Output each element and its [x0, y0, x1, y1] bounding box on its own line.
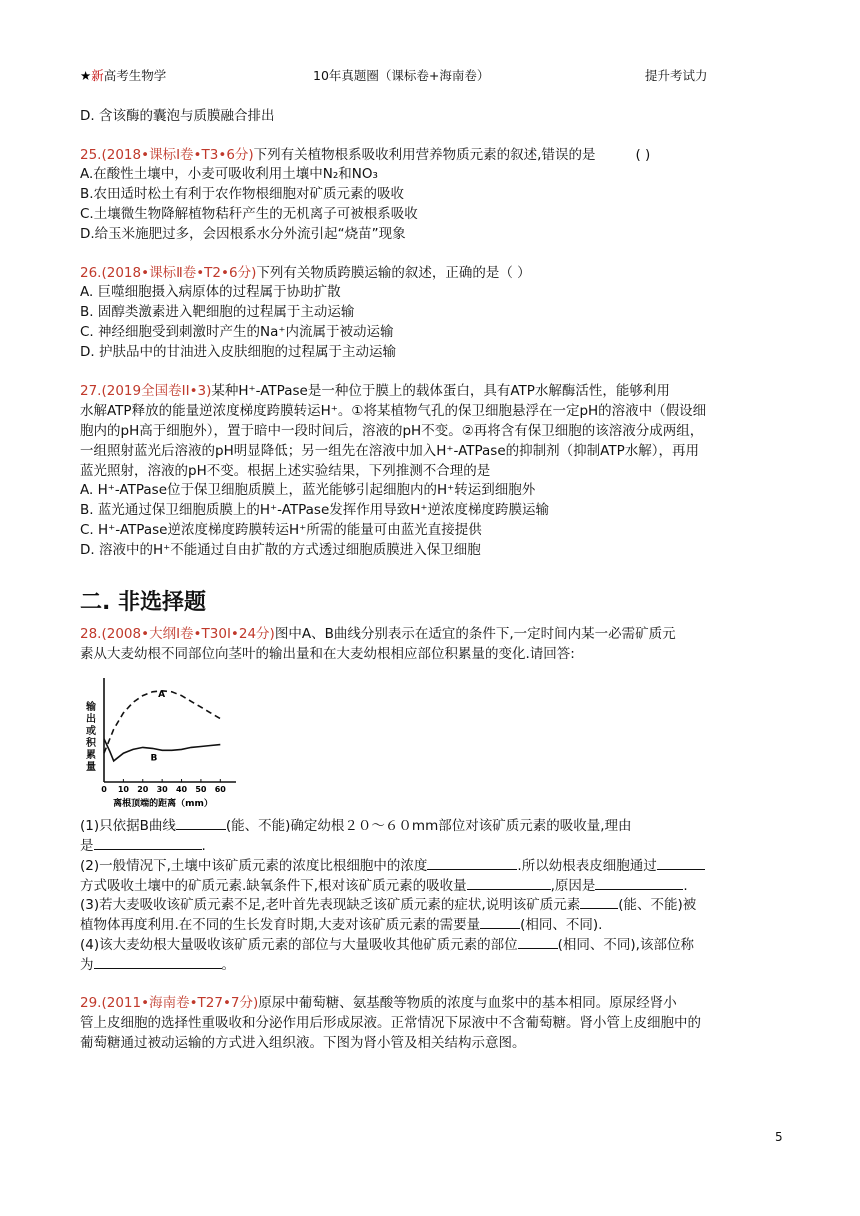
q28-part-1-cont: 是 .	[80, 835, 206, 856]
blank[interactable]	[657, 855, 705, 870]
q25-option-d: D.给玉米施肥过多，会因根系水分外流引起“烧苗”现象	[80, 226, 406, 242]
q28-part-1: (1)只依据B曲线 (能、不能)确定幼根２０～６０mm部位对该矿质元素的吸收量,理由	[80, 815, 632, 836]
q28-stem-2: 素从大麦幼根不同部位向茎叶的输出量和在大麦幼根相应部位积累量的变化.请回答:	[80, 646, 575, 662]
page-number: 5	[775, 1130, 783, 1144]
q26-option-b: B. 固醇类激素进入靶细胞的过程属于主动运输	[80, 304, 355, 320]
q27-stem-5: 蓝光照射，溶液的pH不变。根据上述实验结果，下列推测不合理的是	[80, 463, 491, 479]
prev-option-d: D. 含该酶的囊泡与质膜融合排出	[80, 108, 275, 124]
header-left: ★新高考生物学	[80, 68, 167, 83]
blank[interactable]	[518, 934, 558, 949]
q28-part-4: (4)该大麦幼根大量吸收该矿质元素的部位与大量吸收其他矿质元素的部位 (相同、不同),该部位称	[80, 934, 694, 955]
series-A-line	[104, 691, 220, 753]
star-icon: ★	[80, 68, 92, 83]
blank[interactable]	[427, 855, 517, 870]
q27-stem-4: 一组照射蓝光后溶液的pH明显降低；另一组先在溶液中加入H⁺-ATPase的抑制剂（抑制ATP水解），再用	[80, 443, 699, 459]
series-A-label: A	[158, 689, 166, 700]
q28-part-3: (3)若大麦吸收该矿质元素不足,老叶首先表现缺乏该矿质元素的症状,说明该矿质元素 (能、不能)被	[80, 894, 696, 915]
header-middle: 10年真题圈（课标卷+海南卷）	[313, 68, 490, 83]
q27-stem-1: 27.(2019全国卷II•3)某种H⁺-ATPase是一种位于膜上的载体蛋白，具有ATP水解酶活性，能够利用	[80, 383, 670, 399]
q26-stem: 26.(2018•课标Ⅱ卷•T2•6分)下列有关物质跨膜运输的叙述，正确的是（ ）	[80, 265, 531, 281]
x-tick-label: 50	[195, 785, 207, 794]
q29-stem-2: 管上皮细胞的选择性重吸收和分泌作用后形成尿液。正常情况下尿液中不含葡萄糖。肾小管上皮细胞中的	[80, 1015, 701, 1031]
section-title: 二. 非选择题	[80, 590, 207, 615]
header-right: 提升考试力	[645, 68, 708, 83]
blank[interactable]	[176, 815, 226, 830]
chart-svg	[80, 672, 240, 812]
q25-stem: 25.(2018•课标Ⅰ卷•T3•6分)下列有关植物根系吸收利用营养物质元素的叙述,错误的是 ( )	[80, 147, 651, 163]
q27-option-d: D. 溶液中的H⁺不能通过自由扩散的方式透过细胞质膜进入保卫细胞	[80, 542, 481, 558]
x-tick-label: 0	[101, 785, 107, 794]
q25-option-c: C.土壤微生物降解植物秸秆产生的无机离子可被根系吸收	[80, 206, 418, 222]
blank[interactable]	[94, 954, 222, 969]
q27-option-c: C. H⁺-ATPase逆浓度梯度跨膜转运H⁺所需的能量可由蓝光直接提供	[80, 522, 482, 538]
series-B-line	[104, 739, 220, 764]
q26-option-a: A. 巨噬细胞摄入病原体的过程属于协助扩散	[80, 284, 341, 300]
q26-option-c: C. 神经细胞受到刺激时产生的Na⁺内流属于被动运输	[80, 324, 394, 340]
blank[interactable]	[580, 894, 618, 909]
chart-xlabel: 离根顶端的距离（mm）	[113, 799, 213, 809]
blank[interactable]	[595, 875, 683, 890]
q28-part-4-cont: 为 。	[80, 954, 235, 975]
x-tick-label: 40	[175, 785, 188, 794]
blank[interactable]	[94, 835, 202, 850]
x-tick-label: 60	[214, 785, 226, 794]
q28-part-2: (2)一般情况下,土壤中该矿质元素的浓度比根细胞中的浓度 .所以幼根表皮细胞通过	[80, 855, 705, 876]
q27-option-a: A. H⁺-ATPase位于保卫细胞质膜上，蓝光能够引起细胞内的H⁺转运到细胞外	[80, 482, 536, 498]
q28-part-2-cont: 方式吸收土壤中的矿质元素.缺氧条件下,根对该矿质元素的吸收量 ,原因是 .	[80, 875, 688, 896]
chart-ylabel: 输出或积累量	[86, 702, 96, 773]
q29-stem-1: 29.(2011•海南卷•T27•7分)原尿中葡萄糖、氨基酸等物质的浓度与血浆中的基本相同。原尿经肾小	[80, 995, 677, 1011]
q25-option-b: B.农田适时松土有利于农作物根细胞对矿质元素的吸收	[80, 186, 405, 202]
q28-part-3-cont: 植物体再度利用.在不同的生长发育时期,大麦对该矿质元素的需要量 (相同、不同).	[80, 914, 602, 935]
x-tick-label: 20	[137, 785, 149, 794]
x-tick-label: 30	[156, 785, 168, 794]
series-B-label: B	[150, 753, 158, 764]
q26-option-d: D. 护肤品中的甘油进入皮肤细胞的过程属于主动运输	[80, 344, 396, 360]
q28-stem-1: 28.(2008•大纲Ⅰ卷•T30Ⅰ•24分)图中A、B曲线分别表示在适宜的条件下,一定时间内某一必需矿质元	[80, 626, 676, 642]
q28-chart	[80, 672, 240, 812]
x-tick-label: 10	[117, 785, 129, 794]
q27-stem-3: 胞内的pH高于细胞外），置于暗中一段时间后，溶液的pH不变。②再将含有保卫细胞的该溶液分成两组，	[80, 423, 704, 439]
blank[interactable]	[480, 914, 520, 929]
q27-option-b: B. 蓝光通过保卫细胞质膜上的H⁺-ATPase发挥作用导致H⁺逆浓度梯度跨膜运输	[80, 502, 550, 518]
q27-stem-2: 水解ATP释放的能量逆浓度梯度跨膜转运H⁺。①将某植物气孔的保卫细胞悬浮在一定pH的溶液中（假设细	[80, 403, 707, 419]
blank[interactable]	[467, 875, 551, 890]
q25-option-a: A.在酸性土壤中，小麦可吸收利用土壤中N₂和NO₃	[80, 166, 378, 182]
q29-stem-3: 葡萄糖通过被动运输的方式进入组织液。下图为肾小管及相关结构示意图。	[80, 1035, 526, 1051]
